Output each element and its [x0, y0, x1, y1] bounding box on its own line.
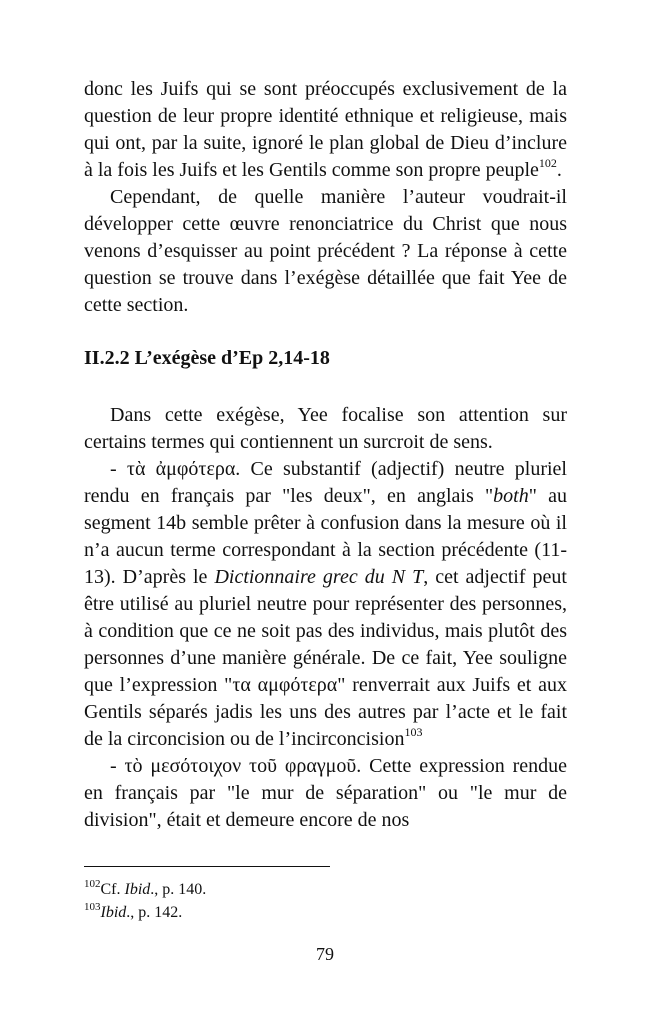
footnote-rule [84, 866, 330, 867]
footnote-102 [84, 878, 206, 901]
dash: - [110, 458, 127, 480]
footnote-number: 103 [84, 900, 101, 913]
paragraph-4 [84, 456, 567, 753]
paragraph-5 [84, 753, 567, 834]
section-heading: II.2.2 L’exégèse d’Ep 2,14-18 [84, 347, 330, 369]
italic-dictionary-title: Dictionnaire grec du N T [214, 566, 424, 588]
greek-term-2: τὸ μεσότοιχον τοῦ φραγμοῦ. [124, 755, 362, 777]
paragraph-4-text-1: Ce substantif (adjectif) neutre pluriel rendu en français par "les deux", en anglais " [84, 458, 567, 507]
greek-term-1: τὰ ἀμφότερα. [126, 458, 241, 480]
paragraph-3: Dans cette exégèse, Yee focalise son attention sur certains termes qui contiennent un surcroit de sens. [84, 404, 567, 453]
page-body [84, 76, 567, 834]
paragraph-1-end: . [556, 159, 562, 181]
paragraph-1-text: donc les Juifs qui se sont préoccupés exclusivement de la question de leur propre identité ethnique et religieuse, mais qui ont, par la suite, ignoré le plan global de Dieu d’inclure à la fois les Juifs et les Gentils comme son propre peuple [84, 78, 567, 181]
footnotes [84, 878, 206, 924]
footnote-text: ., p. 142. [126, 904, 183, 921]
footnote-italic: Ibid [124, 881, 151, 898]
dash: - [110, 755, 125, 777]
footnote-number: 102 [84, 877, 101, 890]
paragraph-5-text: Cette expression rendue en français par "le mur de séparation" ou "le mur de division", était et demeure encore de nos [84, 755, 567, 831]
paragraph-2: Cependant, de quelle manière l’auteur voudrait-il développer cette œuvre renonciatrice du Christ que nous venons d’esquisser au point précédent ? La réponse à cette question se trouve dans l’exégèse détaillée que fait Yee de cette section. [84, 186, 567, 316]
paragraph-4-text-2: " au segment 14b semble prêter à confusion dans la mesure où il n’a aucun terme correspondant à la section précédente (11-13). D’après le [84, 485, 568, 588]
italic-both: both [493, 485, 529, 507]
paragraph-4-text-3: , cet adjectif peut être utilisé au pluriel neutre pour représenter des personnes, à condition que ce ne soit pas des individus, mais plutôt des personnes d’une manière générale. De ce fait, Yee souligne que l’expression "τα αμφότερα" renverrait aux Juifs et aux Gentils séparés jadis les uns des autres par l’acte et le fait de la circoncision ou de l’incirconcision [84, 566, 567, 750]
footnote-ref-103[interactable]: 103 [404, 725, 423, 740]
footnote-text: ., p. 140. [150, 881, 207, 898]
footnote-103 [84, 901, 206, 924]
footnote-ref-102[interactable]: 102 [538, 156, 557, 171]
paragraph-1 [84, 76, 567, 184]
footnote-text: Cf. [100, 881, 125, 898]
footnote-italic: Ibid [100, 904, 127, 921]
page-number: 79 [316, 944, 334, 964]
